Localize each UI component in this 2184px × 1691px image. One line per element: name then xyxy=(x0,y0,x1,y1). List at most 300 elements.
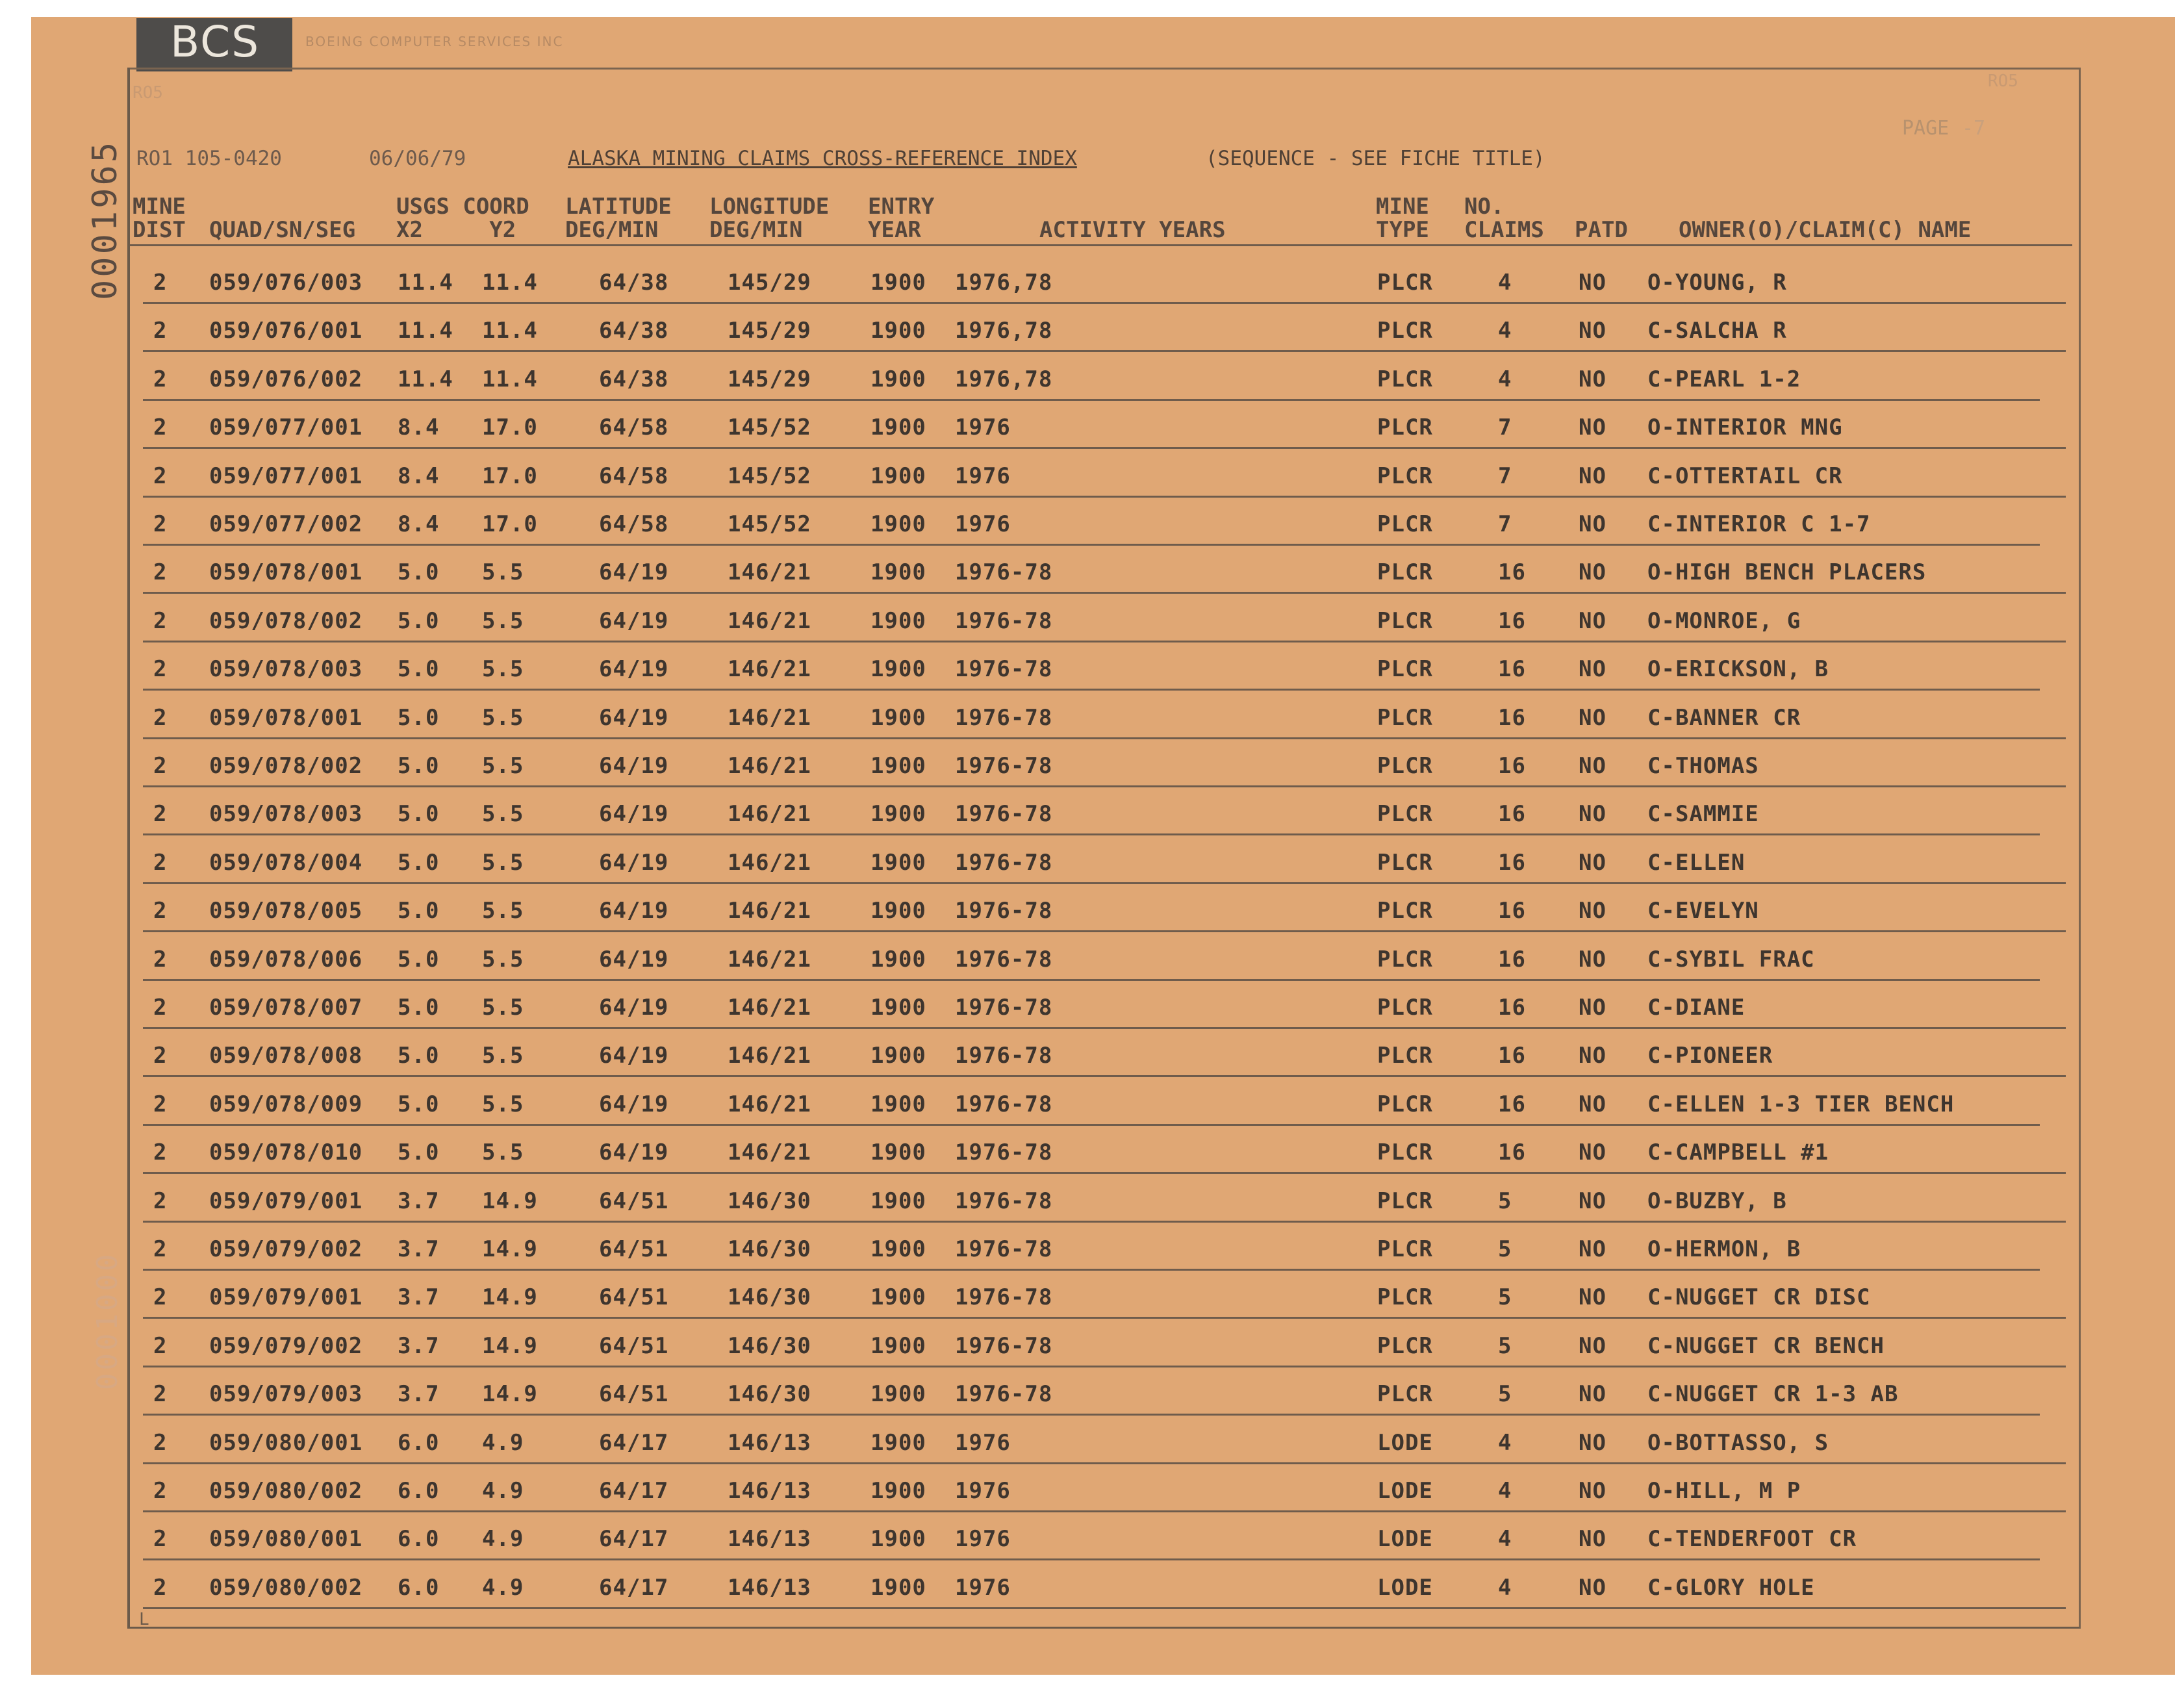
cell-dist: 2 xyxy=(153,559,168,585)
cell-claims: 16 xyxy=(1498,898,1526,924)
cell-entry: 1900 xyxy=(870,1284,926,1310)
cell-patd: NO xyxy=(1579,1139,1606,1165)
column-header-usgs-line1: USGS COORD xyxy=(396,194,529,220)
cell-quad: 059/079/002 xyxy=(209,1236,363,1262)
cell-x2: 5.0 xyxy=(398,1139,440,1165)
cell-x2: 5.0 xyxy=(398,898,440,924)
column-header-usgs-line2: X2 Y2 xyxy=(396,217,516,243)
cell-name: O-BOTTASSO, S xyxy=(1647,1430,1829,1456)
row-rule xyxy=(143,1607,2066,1609)
cell-quad: 059/079/001 xyxy=(209,1188,363,1214)
cell-quad: 059/078/009 xyxy=(209,1091,363,1117)
cell-y2: 5.5 xyxy=(482,995,524,1021)
cell-dist: 2 xyxy=(153,1575,168,1601)
cell-name: O-HILL, M P xyxy=(1647,1478,1801,1504)
cell-patd: NO xyxy=(1579,947,1606,973)
cell-x2: 8.4 xyxy=(398,511,440,537)
cell-patd: NO xyxy=(1579,1091,1606,1117)
cell-activity: 1976,78 xyxy=(955,318,1053,344)
cell-lon: 146/21 xyxy=(728,898,811,924)
cell-entry: 1900 xyxy=(870,318,926,344)
cell-name: O-ERICKSON, B xyxy=(1647,656,1829,682)
cell-quad: 059/080/001 xyxy=(209,1526,363,1552)
cell-y2: 11.4 xyxy=(482,366,538,392)
cell-lon: 146/30 xyxy=(728,1333,811,1359)
cell-quad: 059/077/001 xyxy=(209,463,363,489)
row-rule xyxy=(143,1172,2066,1174)
cell-dist: 2 xyxy=(153,366,168,392)
cell-lat: 64/19 xyxy=(599,753,669,779)
cell-activity: 1976,78 xyxy=(955,270,1053,296)
cell-name: C-DIANE xyxy=(1647,995,1746,1021)
cell-patd: NO xyxy=(1579,1478,1606,1504)
cell-y2: 17.0 xyxy=(482,463,538,489)
cell-activity: 1976-78 xyxy=(955,608,1053,634)
cell-activity: 1976-78 xyxy=(955,898,1053,924)
cell-dist: 2 xyxy=(153,656,168,682)
row-rule xyxy=(143,641,2066,642)
cell-lon: 146/21 xyxy=(728,1091,811,1117)
cell-activity: 1976-78 xyxy=(955,1284,1053,1310)
cell-y2: 5.5 xyxy=(482,898,524,924)
cell-lat: 64/19 xyxy=(599,559,669,585)
row-rule xyxy=(143,1124,2040,1126)
cell-name: O-YOUNG, R xyxy=(1647,270,1787,296)
cell-type: LODE xyxy=(1377,1526,1433,1552)
cell-patd: NO xyxy=(1579,656,1606,682)
cell-lat: 64/38 xyxy=(599,366,669,392)
cell-x2: 11.4 xyxy=(398,270,453,296)
cell-activity: 1976-78 xyxy=(955,705,1053,731)
cell-type: LODE xyxy=(1377,1478,1433,1504)
cell-dist: 2 xyxy=(153,1430,168,1456)
cell-type: PLCR xyxy=(1377,1333,1433,1359)
cell-quad: 059/080/002 xyxy=(209,1575,363,1601)
cell-entry: 1900 xyxy=(870,414,926,440)
cell-lon: 146/21 xyxy=(728,753,811,779)
cell-entry: 1900 xyxy=(870,1478,926,1504)
report-title: ALASKA MINING CLAIMS CROSS-REFERENCE INDEX xyxy=(568,147,1077,170)
cell-lat: 64/19 xyxy=(599,995,669,1021)
cell-x2: 5.0 xyxy=(398,995,440,1021)
cell-y2: 5.5 xyxy=(482,705,524,731)
cell-quad: 059/079/001 xyxy=(209,1284,363,1310)
cell-type: PLCR xyxy=(1377,1284,1433,1310)
cell-lat: 64/38 xyxy=(599,270,669,296)
cell-entry: 1900 xyxy=(870,705,926,731)
cell-activity: 1976-78 xyxy=(955,559,1053,585)
row-rule xyxy=(143,350,2066,352)
cell-entry: 1900 xyxy=(870,270,926,296)
row-rule xyxy=(143,399,2040,401)
cell-dist: 2 xyxy=(153,1284,168,1310)
row-rule xyxy=(143,544,2040,546)
cell-dist: 2 xyxy=(153,1139,168,1165)
row-rule xyxy=(143,447,2066,449)
cell-y2: 5.5 xyxy=(482,1139,524,1165)
cell-claims: 4 xyxy=(1498,366,1512,392)
cell-type: PLCR xyxy=(1377,318,1433,344)
cell-name: C-PIONEER xyxy=(1647,1043,1773,1069)
cell-patd: NO xyxy=(1579,1381,1606,1407)
cell-quad: 059/078/004 xyxy=(209,850,363,876)
cell-lat: 64/17 xyxy=(599,1526,669,1552)
cell-entry: 1900 xyxy=(870,1526,926,1552)
column-header-lon-line1: LONGITUDE xyxy=(709,194,830,220)
cell-y2: 5.5 xyxy=(482,559,524,585)
column-header-claims-line2: CLAIMS xyxy=(1464,217,1544,243)
cell-entry: 1900 xyxy=(870,898,926,924)
cell-lon: 146/21 xyxy=(728,559,811,585)
cell-type: PLCR xyxy=(1377,1236,1433,1262)
cell-lon: 145/52 xyxy=(728,463,811,489)
cell-quad: 059/077/001 xyxy=(209,414,363,440)
cell-x2: 6.0 xyxy=(398,1526,440,1552)
cell-dist: 2 xyxy=(153,705,168,731)
cell-claims: 5 xyxy=(1498,1381,1512,1407)
cell-name: C-SALCHA R xyxy=(1647,318,1787,344)
cell-entry: 1900 xyxy=(870,1043,926,1069)
cell-x2: 3.7 xyxy=(398,1236,440,1262)
cell-claims: 16 xyxy=(1498,850,1526,876)
cell-lon: 146/30 xyxy=(728,1284,811,1310)
cell-x2: 6.0 xyxy=(398,1430,440,1456)
cell-entry: 1900 xyxy=(870,850,926,876)
cell-lon: 146/13 xyxy=(728,1526,811,1552)
cell-dist: 2 xyxy=(153,1381,168,1407)
page-number: -7 xyxy=(1962,117,1986,140)
cell-dist: 2 xyxy=(153,1236,168,1262)
cell-type: PLCR xyxy=(1377,995,1433,1021)
cell-x2: 3.7 xyxy=(398,1333,440,1359)
cell-quad: 059/078/008 xyxy=(209,1043,363,1069)
cell-name: C-SAMMIE xyxy=(1647,801,1759,827)
corner-code-left: RO5 xyxy=(133,83,163,103)
cell-patd: NO xyxy=(1579,1188,1606,1214)
cell-lat: 64/58 xyxy=(599,511,669,537)
cell-quad: 059/080/002 xyxy=(209,1478,363,1504)
cell-entry: 1900 xyxy=(870,995,926,1021)
cell-patd: NO xyxy=(1579,1575,1606,1601)
cell-name: C-PEARL 1-2 xyxy=(1647,366,1801,392)
cell-x2: 5.0 xyxy=(398,705,440,731)
cell-y2: 11.4 xyxy=(482,270,538,296)
cell-quad: 059/080/001 xyxy=(209,1430,363,1456)
cell-claims: 7 xyxy=(1498,463,1512,489)
cell-lon: 146/30 xyxy=(728,1188,811,1214)
cell-lat: 64/19 xyxy=(599,850,669,876)
cell-dist: 2 xyxy=(153,898,168,924)
cell-patd: NO xyxy=(1579,1284,1606,1310)
cell-y2: 5.5 xyxy=(482,656,524,682)
cell-patd: NO xyxy=(1579,318,1606,344)
cell-patd: NO xyxy=(1579,463,1606,489)
cell-quad: 059/078/005 xyxy=(209,898,363,924)
row-rule xyxy=(143,833,2040,835)
column-header-lat-line2: DEG/MIN xyxy=(565,217,659,243)
cell-claims: 16 xyxy=(1498,608,1526,634)
cell-x2: 3.7 xyxy=(398,1284,440,1310)
cell-lon: 146/21 xyxy=(728,608,811,634)
cell-quad: 059/078/003 xyxy=(209,656,363,682)
cell-quad: 059/078/007 xyxy=(209,995,363,1021)
cell-y2: 17.0 xyxy=(482,511,538,537)
cell-dist: 2 xyxy=(153,1043,168,1069)
cell-x2: 5.0 xyxy=(398,559,440,585)
cell-quad: 059/078/002 xyxy=(209,608,363,634)
cell-name: C-EVELYN xyxy=(1647,898,1759,924)
page-label: PAGE xyxy=(1902,117,1949,140)
cell-entry: 1900 xyxy=(870,1381,926,1407)
cell-dist: 2 xyxy=(153,1478,168,1504)
cell-claims: 4 xyxy=(1498,1478,1512,1504)
cell-lat: 64/58 xyxy=(599,414,669,440)
cell-y2: 4.9 xyxy=(482,1478,524,1504)
corner-code-right: RO5 xyxy=(1988,71,2018,91)
cell-claims: 16 xyxy=(1498,1139,1526,1165)
cell-x2: 6.0 xyxy=(398,1478,440,1504)
cell-claims: 16 xyxy=(1498,705,1526,731)
cell-lon: 146/30 xyxy=(728,1381,811,1407)
cell-patd: NO xyxy=(1579,559,1606,585)
cell-x2: 5.0 xyxy=(398,1043,440,1069)
cell-patd: NO xyxy=(1579,898,1606,924)
row-rule xyxy=(143,930,2066,932)
side-ghost-number: 0001000 xyxy=(91,1251,124,1390)
cell-y2: 4.9 xyxy=(482,1430,524,1456)
cell-patd: NO xyxy=(1579,1526,1606,1552)
cell-lon: 146/13 xyxy=(728,1430,811,1456)
cell-activity: 1976 xyxy=(955,1478,1011,1504)
cell-dist: 2 xyxy=(153,608,168,634)
cell-lon: 145/52 xyxy=(728,414,811,440)
cell-patd: NO xyxy=(1579,270,1606,296)
cell-type: PLCR xyxy=(1377,463,1433,489)
cell-x2: 11.4 xyxy=(398,366,453,392)
cell-lon: 146/30 xyxy=(728,1236,811,1262)
cell-x2: 11.4 xyxy=(398,318,453,344)
cell-claims: 16 xyxy=(1498,995,1526,1021)
row-rule xyxy=(143,1462,2066,1464)
cell-entry: 1900 xyxy=(870,947,926,973)
cell-activity: 1976-78 xyxy=(955,947,1053,973)
cell-type: PLCR xyxy=(1377,947,1433,973)
cell-quad: 059/078/001 xyxy=(209,559,363,585)
cell-claims: 5 xyxy=(1498,1284,1512,1310)
column-header-entry-line1: ENTRY xyxy=(868,194,935,220)
cell-patd: NO xyxy=(1579,1236,1606,1262)
cell-name: O-MONROE, G xyxy=(1647,608,1801,634)
cell-claims: 16 xyxy=(1498,947,1526,973)
cell-name: O-BUZBY, B xyxy=(1647,1188,1787,1214)
cell-lat: 64/17 xyxy=(599,1430,669,1456)
cell-claims: 7 xyxy=(1498,414,1512,440)
cell-claims: 4 xyxy=(1498,318,1512,344)
cell-type: PLCR xyxy=(1377,1188,1433,1214)
row-rule xyxy=(143,592,2066,594)
cell-lon: 145/29 xyxy=(728,318,811,344)
cell-claims: 16 xyxy=(1498,559,1526,585)
cell-dist: 2 xyxy=(153,850,168,876)
column-header-mine-dist-line1: MINE xyxy=(133,194,186,220)
cell-claims: 4 xyxy=(1498,270,1512,296)
cell-dist: 2 xyxy=(153,995,168,1021)
cell-type: PLCR xyxy=(1377,270,1433,296)
cell-name: C-ELLEN 1-3 TIER BENCH xyxy=(1647,1091,1955,1117)
cell-activity: 1976-78 xyxy=(955,1091,1053,1117)
cell-y2: 14.9 xyxy=(482,1381,538,1407)
side-stamp-number: 0001965 xyxy=(86,139,125,300)
cell-type: PLCR xyxy=(1377,656,1433,682)
cell-y2: 5.5 xyxy=(482,947,524,973)
cell-y2: 5.5 xyxy=(482,1043,524,1069)
cell-type: PLCR xyxy=(1377,898,1433,924)
row-rule xyxy=(143,1558,2040,1560)
cell-quad: 059/079/003 xyxy=(209,1381,363,1407)
cell-activity: 1976 xyxy=(955,1430,1011,1456)
cell-lon: 145/52 xyxy=(728,511,811,537)
column-header-mine-type-line2: TYPE xyxy=(1376,217,1429,243)
cell-patd: NO xyxy=(1579,753,1606,779)
cell-quad: 059/078/002 xyxy=(209,753,363,779)
cell-lat: 64/19 xyxy=(599,656,669,682)
company-name: BOEING COMPUTER SERVICES INC xyxy=(305,34,564,49)
header-rule xyxy=(130,244,2072,246)
row-rule xyxy=(143,302,2066,304)
cell-patd: NO xyxy=(1579,1043,1606,1069)
cell-entry: 1900 xyxy=(870,559,926,585)
cell-name: C-NUGGET CR BENCH xyxy=(1647,1333,1885,1359)
cell-x2: 5.0 xyxy=(398,1091,440,1117)
cell-type: PLCR xyxy=(1377,559,1433,585)
column-header-quad-line2: QUAD/SN/SEG xyxy=(209,217,356,243)
cell-claims: 4 xyxy=(1498,1575,1512,1601)
cell-type: LODE xyxy=(1377,1430,1433,1456)
cell-entry: 1900 xyxy=(870,366,926,392)
cell-patd: NO xyxy=(1579,1430,1606,1456)
cell-entry: 1900 xyxy=(870,1091,926,1117)
cell-lat: 64/51 xyxy=(599,1284,669,1310)
row-rule xyxy=(143,1414,2040,1416)
frame-corner-mark: L xyxy=(139,1610,149,1629)
cell-dist: 2 xyxy=(153,753,168,779)
bcs-logo: BCS xyxy=(170,17,260,67)
cell-lat: 64/19 xyxy=(599,705,669,731)
row-rule xyxy=(143,1269,2040,1271)
cell-x2: 5.0 xyxy=(398,947,440,973)
cell-type: PLCR xyxy=(1377,414,1433,440)
cell-y2: 14.9 xyxy=(482,1284,538,1310)
cell-patd: NO xyxy=(1579,366,1606,392)
cell-lat: 64/19 xyxy=(599,608,669,634)
cell-y2: 14.9 xyxy=(482,1188,538,1214)
cell-claims: 16 xyxy=(1498,753,1526,779)
cell-dist: 2 xyxy=(153,1091,168,1117)
cell-quad: 059/077/002 xyxy=(209,511,363,537)
cell-dist: 2 xyxy=(153,801,168,827)
cell-y2: 11.4 xyxy=(482,318,538,344)
cell-activity: 1976 xyxy=(955,1575,1011,1601)
cell-patd: NO xyxy=(1579,850,1606,876)
report-id: RO1 105-0420 xyxy=(136,147,282,170)
cell-dist: 2 xyxy=(153,1526,168,1552)
cell-claims: 16 xyxy=(1498,1043,1526,1069)
cell-activity: 1976-78 xyxy=(955,1188,1053,1214)
column-header-lat-line1: LATITUDE xyxy=(565,194,672,220)
cell-entry: 1900 xyxy=(870,753,926,779)
cell-y2: 4.9 xyxy=(482,1575,524,1601)
cell-lat: 64/51 xyxy=(599,1188,669,1214)
cell-patd: NO xyxy=(1579,608,1606,634)
cell-name: C-SYBIL FRAC xyxy=(1647,947,1815,973)
cell-lon: 146/21 xyxy=(728,1043,811,1069)
cell-lon: 146/21 xyxy=(728,656,811,682)
column-header-claims-line1: NO. xyxy=(1464,194,1505,220)
cell-patd: NO xyxy=(1579,1333,1606,1359)
cell-activity: 1976-78 xyxy=(955,1043,1053,1069)
cell-y2: 14.9 xyxy=(482,1333,538,1359)
cell-patd: NO xyxy=(1579,414,1606,440)
cell-lon: 145/29 xyxy=(728,366,811,392)
report-date: 06/06/79 xyxy=(369,147,466,170)
cell-type: PLCR xyxy=(1377,753,1433,779)
cell-dist: 2 xyxy=(153,414,168,440)
cell-quad: 059/079/002 xyxy=(209,1333,363,1359)
cell-y2: 14.9 xyxy=(482,1236,538,1262)
cell-name: C-THOMAS xyxy=(1647,753,1759,779)
cell-type: PLCR xyxy=(1377,608,1433,634)
cell-dist: 2 xyxy=(153,463,168,489)
cell-x2: 8.4 xyxy=(398,414,440,440)
cell-name: C-BANNER CR xyxy=(1647,705,1801,731)
cell-type: PLCR xyxy=(1377,1043,1433,1069)
cell-type: PLCR xyxy=(1377,705,1433,731)
cell-entry: 1900 xyxy=(870,1430,926,1456)
cell-claims: 5 xyxy=(1498,1333,1512,1359)
cell-activity: 1976,78 xyxy=(955,366,1053,392)
cell-quad: 059/076/001 xyxy=(209,318,363,344)
cell-claims: 5 xyxy=(1498,1236,1512,1262)
cell-claims: 16 xyxy=(1498,1091,1526,1117)
cell-activity: 1976 xyxy=(955,463,1011,489)
row-rule xyxy=(143,1510,2066,1512)
cell-x2: 5.0 xyxy=(398,850,440,876)
cell-name: O-HERMON, B xyxy=(1647,1236,1801,1262)
cell-activity: 1976-78 xyxy=(955,995,1053,1021)
row-rule xyxy=(143,1221,2066,1223)
cell-entry: 1900 xyxy=(870,1236,926,1262)
cell-lat: 64/19 xyxy=(599,898,669,924)
cell-dist: 2 xyxy=(153,318,168,344)
cell-quad: 059/076/002 xyxy=(209,366,363,392)
cell-x2: 5.0 xyxy=(398,753,440,779)
cell-claims: 4 xyxy=(1498,1526,1512,1552)
cell-patd: NO xyxy=(1579,801,1606,827)
cell-activity: 1976-78 xyxy=(955,1139,1053,1165)
row-rule xyxy=(143,1366,2066,1367)
column-header-patd-line2: PATD xyxy=(1575,217,1628,243)
cell-lon: 146/13 xyxy=(728,1575,811,1601)
cell-lat: 64/51 xyxy=(599,1333,669,1359)
cell-name: C-NUGGET CR DISC xyxy=(1647,1284,1871,1310)
cell-name: C-NUGGET CR 1-3 AB xyxy=(1647,1381,1899,1407)
row-rule xyxy=(143,1075,2066,1077)
cell-y2: 5.5 xyxy=(482,753,524,779)
cell-lat: 64/58 xyxy=(599,463,669,489)
cell-type: PLCR xyxy=(1377,511,1433,537)
row-rule xyxy=(143,1317,2066,1319)
column-header-entry-line2: YEAR xyxy=(868,217,921,243)
